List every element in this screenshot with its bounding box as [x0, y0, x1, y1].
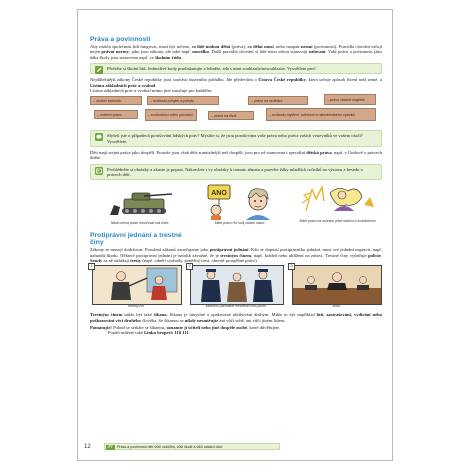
right-tag: – svobodnou volbu povolání	[145, 109, 197, 121]
right-tag: – volební právo	[94, 110, 138, 119]
right-tag: – právo vlastnit majetek	[324, 94, 376, 105]
task-box-pictures	[90, 164, 382, 181]
photo-arrest	[190, 265, 284, 305]
right-tag: – svobodu pohybu a pobytu	[147, 96, 219, 105]
right-tag: – právo na život	[208, 111, 254, 120]
children-rights-paragraph: Děti mají stejná práva jako dospělí. Protože jsou však děti zranitelnější než dospělí, jsou pro ně stanovena i speciální dětská práva, např. v Úmluvě o právech dítěte.	[90, 149, 382, 161]
page-content	[90, 16, 382, 336]
children-rights-illustrations	[90, 183, 382, 229]
svg-text:ANO: ANO	[211, 190, 227, 198]
bullying-paragraph: Trestným činem může být také šikana. Šikana je úmyslné a opakované ubližování druhým. Může to být například bití, zastrašování, vydírání nebo poškozování věcí druhého člověka. Se šikanou se nikdy nesmiřujte ani vůči sobě, ani vůči jiným lidem.	[90, 312, 382, 323]
protection-illustration	[298, 183, 378, 217]
section-heading-offences	[90, 232, 382, 246]
right-tag: – osobní svobodu	[90, 96, 142, 105]
crime-photo-strip	[90, 265, 382, 309]
photo-number: 2	[186, 263, 193, 270]
photo-court	[292, 265, 382, 305]
pencil-task-icon	[95, 66, 103, 74]
cross-topic-note	[104, 443, 280, 450]
textbook-page	[77, 9, 393, 461]
photo-caption: trestný čin	[128, 304, 144, 309]
task-text: Prohlédněte si obrázky a zkuste je popsat. Nakreslete i vy obrázky k tomuto tématu a pozvěte žáky mladších ročníků na výstavu a besedu o právech dětí.	[107, 166, 363, 177]
heading-line-1: Protiprávní jednání a trestné	[90, 232, 182, 240]
illustration-caption: Nikdo nemá právo ohrožovat váš život.	[110, 221, 170, 226]
cross-topic-label: PT	[106, 445, 115, 450]
photo-number: 3	[288, 263, 295, 270]
section-heading-rights: Práva a povinnosti	[90, 36, 151, 43]
illustration-caption: Máte právo na ochranu před násilím a znásilněním.	[299, 219, 377, 224]
task-box-school-rules	[90, 63, 382, 74]
heading-line-2: činy	[90, 239, 104, 247]
tank-illustration	[104, 185, 176, 219]
rights-intro-paragraph: Aby mohla společnost lidí fungovat, musí být určeno, co lidé mohou dělat (práva), co dělat musí, nebo naopak nesmí (povinnosti). Pravidla chování určují nejen právní normy, jako jsou zákony, ale také např. morálka. Další pravidla chování si lidé mezi sebou stanovují uzlovaní. Vaše práva a povinnosti jako žáka školy jsou stanovena např. ve školním řádu.	[90, 44, 383, 60]
photo-crime	[92, 265, 182, 305]
remember-paragraph: Pamatujte! Pokud se setkáte se šikanou, oznamte ji učiteli nebo jiné dospělé osobě, které důvěřujete.	[90, 324, 281, 330]
task-text: Přečtěte si školní řád. Jednotlivé body prodiskutujte a řekněte, zda s nimi souhlasíte/nesouhlasíte. Vysvětlete proč.	[107, 66, 317, 72]
constitution-paragraph: Nejdůležitější zákony České republiky jsou součástí ústavního pořádku. Jde především o Ústavu České republiky, která určuje způsob řízení naší země, a Listinu základních práv a svobod. Listina základních práv a svobod mimo jiné zaručuje pro každého:	[90, 77, 382, 94]
drawing-task-icon	[95, 167, 103, 175]
rights-list	[90, 94, 382, 127]
discussion-task-icon	[95, 133, 103, 141]
page-number: 12	[84, 444, 91, 450]
photo-caption: soud	[332, 304, 340, 309]
task-text: Slyšeli jste o případech porušování lidských práv? Myslíte si, že jsou porušována vaše práva nebo práva vašich vrstevníků ve vašem okolí? Vysvětlete.	[107, 133, 363, 144]
right-tag: – svobodu myšlení, svědomí a náboženského vyznání	[266, 108, 376, 121]
task-box-human-rights	[90, 130, 382, 147]
right-tag: – právo na vzdělání	[248, 96, 308, 105]
photo-number: 1	[88, 263, 95, 270]
page-footer	[84, 443, 382, 452]
cross-topic-text: Práva a povinnosti dětí vůči rodičům, vůči škole a vůči ostatní obci	[117, 445, 223, 449]
helpline-paragraph: Použít můžete také Linku bezpečí: 116 111.	[108, 330, 190, 336]
photo-caption: zadržení pachatele trestného činu policií	[205, 304, 267, 309]
illustration-caption: Máte právo říct svůj vlastní názor.	[214, 221, 266, 226]
speaking-children-illustration	[202, 183, 278, 220]
offences-paragraph: Zákony se musejí dodržovat. Porušení zákonů označujeme jako protiprávní jednání. Kdo se dopustí protiprávního jednání, musí své jednání napravit, např. nahradit škodu. Některé protiprávní jednání je natolik závažné, že je trestným činem, např. krádež nebo ublížení na zdraví. Trestné činy vyšetřuje policie. Soudy za ně ukládají tresty (např. odnětí svobody, peněžitý trest, obecně prospěšné práce).	[90, 247, 383, 263]
